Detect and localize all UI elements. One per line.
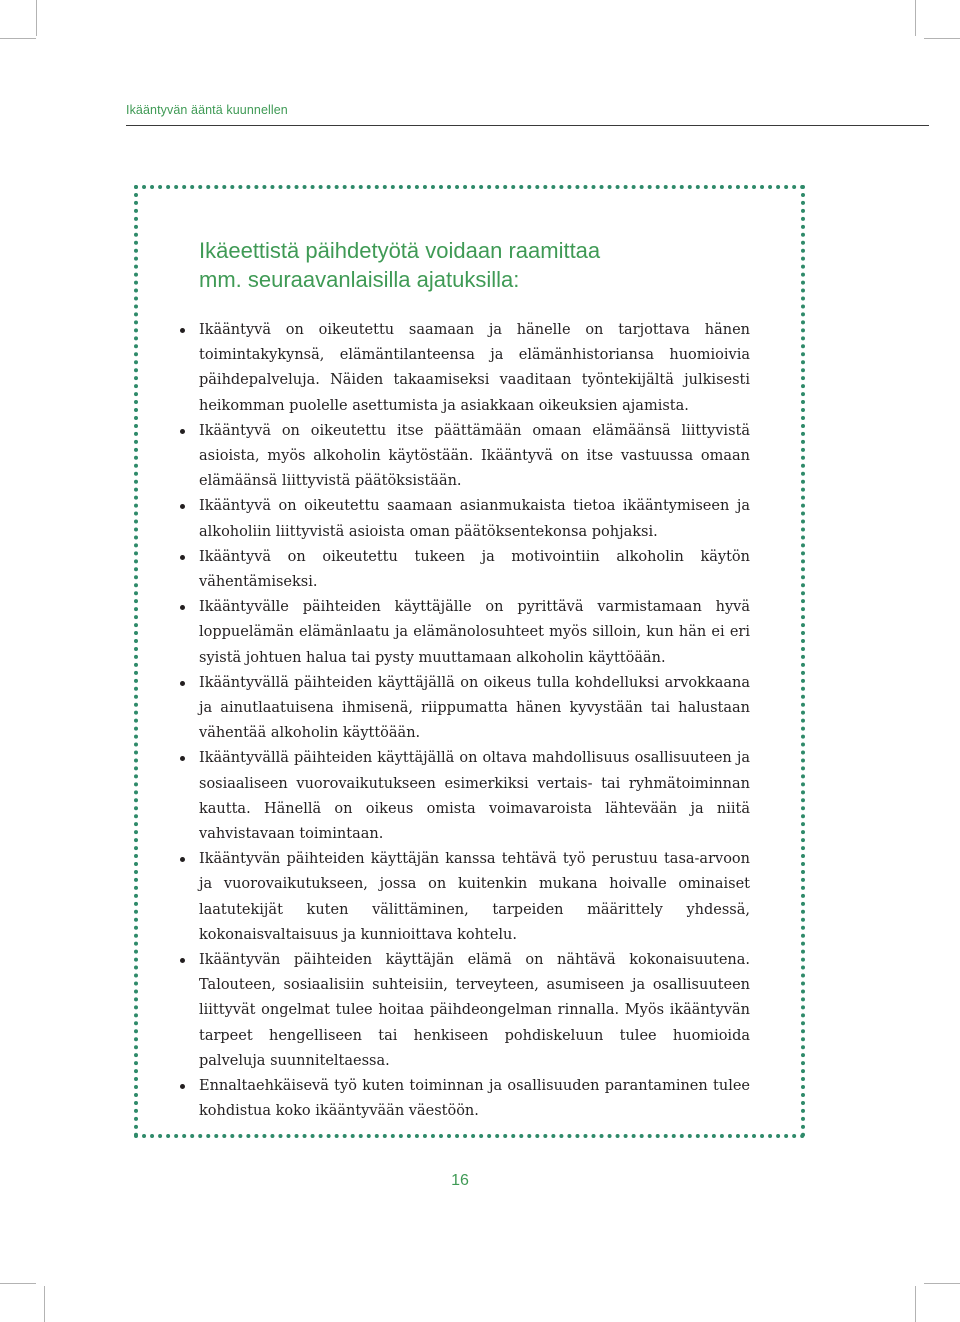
list-item-text: Ikääntyvä on oikeutettu itse päättämään omaan elämäänsä liittyvistä asioista, myös alkoholin käytöstään. Ikääntyvä on itse vastuussa omaan elämäänsä liittyvistä päätöksistään. bbox=[199, 422, 750, 490]
crop-mark-top-left-horizontal bbox=[0, 38, 36, 39]
bullet-icon bbox=[180, 328, 185, 333]
box-title-line-2: mm. seuraavanlaisilla ajatuksilla: bbox=[199, 267, 520, 292]
list-item bbox=[175, 948, 750, 1074]
list-item-text: Ikääntyvällä päihteiden käyttäjällä on oltava mahdollisuus osallisuuteen ja sosiaaliseen vuorovaikutukseen esimerkiksi vertais- tai ryhmätoiminnan kautta. Hänellä on oikeus omista voimavaroista lähtevään ja niitä vahvistavaan toimintaan. bbox=[199, 750, 750, 843]
box-title-line-1: Ikäeettistä päihdetyötä voidaan raamittaa bbox=[199, 238, 601, 263]
list-item bbox=[175, 1074, 750, 1124]
crop-mark-bottom-right-vertical bbox=[915, 1286, 916, 1322]
list-item-text: Ikääntyvä on oikeutettu tukeen ja motivointiin alkoholin käytön vähentämiseksi. bbox=[199, 548, 750, 591]
list-item bbox=[175, 318, 750, 419]
list-item-text: Ennaltaehkäisevä työ kuten toiminnan ja osallisuuden parantaminen tulee kohdistua koko ikääntyvään väestöön. bbox=[199, 1078, 750, 1120]
crop-mark-bottom-right-horizontal bbox=[924, 1283, 960, 1284]
crop-mark-bottom-left-vertical bbox=[44, 1286, 45, 1322]
list-item-text: Ikääntyvä on oikeutettu saamaan ja hänelle on tarjottava hänen toimintakykynsä, elämäntilanteensa ja elämänhistoriansa huomioivia päihdepalveluja. Näiden takaamiseksi vaaditaan työntekijältä julkisesti heikomman puolelle asettumista ja asiakkaan oikeuksien ajamista. bbox=[199, 322, 750, 414]
bullet-icon bbox=[180, 605, 185, 610]
crop-mark-top-left-vertical bbox=[36, 0, 37, 36]
bullet-icon bbox=[180, 504, 185, 509]
bullet-icon bbox=[180, 958, 185, 963]
running-header: Ikääntyvän ääntä kuunnellen bbox=[126, 103, 288, 117]
list-item-text: Ikääntyvä on oikeutettu saamaan asianmukaista tietoa ikääntymiseen ja alkoholiin liittyvistä asioista oman päätöksentekonsa pohjaksi. bbox=[199, 498, 750, 540]
bullet-icon bbox=[180, 1084, 185, 1089]
page-number: 16 bbox=[451, 1172, 469, 1189]
list-item-text: Ikääntyvällä päihteiden käyttäjällä on oikeus tulla kohdelluksi arvokkaana ja ainutlaatuisena ihmisenä, riippumatta hänen kyvystään tai halustaan vähentää alkoholin käyttöään. bbox=[199, 674, 750, 742]
principles-list bbox=[175, 318, 750, 1125]
list-item-text: Ikääntyvän päihteiden käyttäjän kanssa tehtävä työ perustuu tasa-arvoon ja vuorovaikutukseen, jossa on kuitenkin mukana hoivalle ominaiset laatutekijät kuten välittäminen, tarpeiden määrittely yhdessä, kokonaisvaltaisuus ja kunnioittava kohtelu. bbox=[199, 851, 750, 943]
list-item bbox=[175, 746, 750, 847]
crop-mark-top-right-vertical bbox=[915, 0, 916, 36]
list-item bbox=[175, 494, 750, 544]
bullet-icon bbox=[180, 681, 185, 686]
list-item bbox=[175, 847, 750, 948]
bullet-icon bbox=[180, 429, 185, 434]
bullet-icon bbox=[180, 857, 185, 862]
list-item bbox=[175, 595, 750, 671]
crop-mark-bottom-left-horizontal bbox=[0, 1283, 36, 1284]
list-item bbox=[175, 419, 750, 495]
bullet-icon bbox=[180, 756, 185, 761]
list-item bbox=[175, 671, 750, 747]
list-item-text: Ikääntyvän päihteiden käyttäjän elämä on nähtävä kokonaisuutena. Talouteen, sosiaalisiin suhteisiin, terveyteen, asumiseen ja osallisuuteen liittyvät ongelmat tulee hoitaa päihdeongelman rinnalla. Myös ikääntyvän tarpeet hengelliseen tai henkiseen pohdiskeluun tulee huomioida palveluja suunniteltaessa. bbox=[199, 952, 750, 1069]
crop-mark-top-right-horizontal bbox=[924, 38, 960, 39]
bullet-icon bbox=[180, 555, 185, 560]
header-rule bbox=[126, 125, 929, 126]
list-item bbox=[175, 545, 750, 595]
box-title bbox=[199, 236, 759, 294]
list-item-text: Ikääntyvälle päihteiden käyttäjälle on pyrittävä varmistamaan hyvä loppuelämän elämänlaatu ja elämänolosuhteet myös silloin, kun hän ei eri syistä johtuen halua tai pysty muuttamaan alkoholin käyttöään. bbox=[199, 599, 750, 666]
